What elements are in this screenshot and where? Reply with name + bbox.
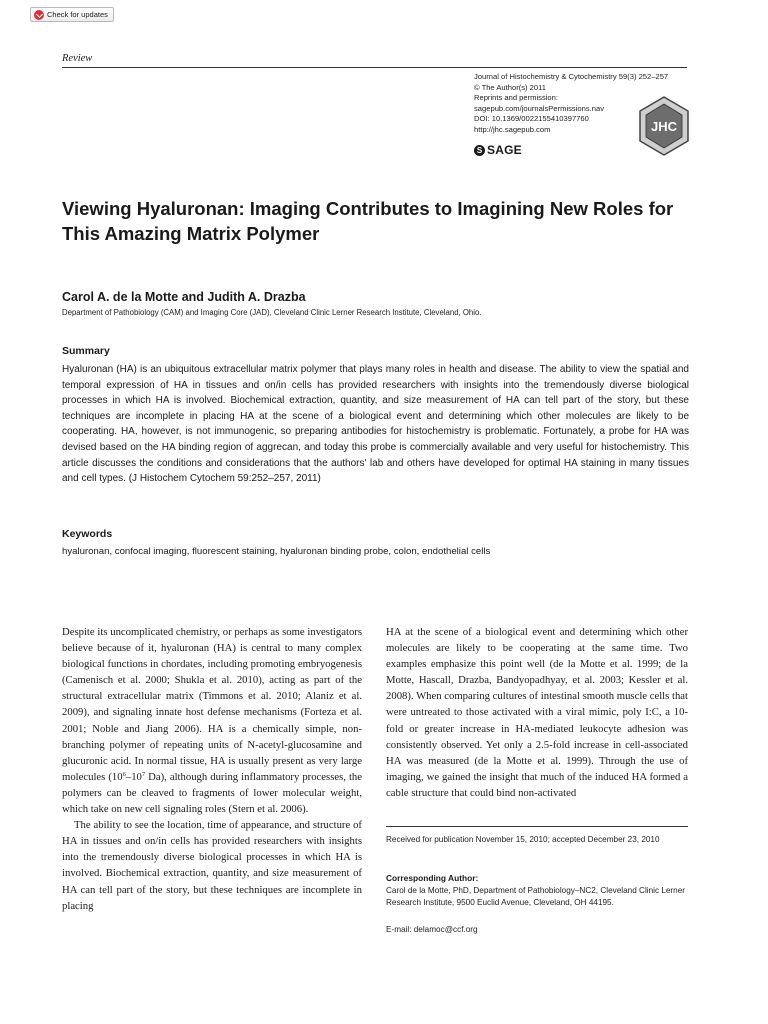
permissions-link[interactable]: sagepub.com/journalsPermissions.nav bbox=[474, 103, 605, 113]
doi-line[interactable]: DOI: 10.1369/0022155410397760 bbox=[474, 114, 589, 124]
body-paragraph: The ability to see the location, time of appearance, and structure of HA in tissues and on/in cells has provided researchers with insights into the tremendously diverse biological processes in which HA is involved. Biochemical extraction, quantity, and size measurement of HA can tell part of the story, but these techniques are incomplete in placing bbox=[62, 819, 362, 912]
footnote-rule bbox=[386, 826, 688, 827]
keywords-text: hyaluronan, confocal imaging, fluorescent staining, hyaluronan binding probe, colon, endothelial cells bbox=[62, 546, 491, 557]
header-rule bbox=[62, 67, 687, 68]
article-title: Viewing Hyaluronan: Imaging Contributes to Imagining New Roles for This Amazing Matrix Polymer bbox=[62, 198, 674, 244]
body-column-right bbox=[386, 624, 688, 801]
journal-url-link[interactable]: http://jhc.sagepub.com bbox=[474, 124, 551, 134]
publisher-name: SAGE bbox=[487, 143, 522, 157]
publisher-logo bbox=[474, 143, 522, 157]
body-paragraph bbox=[62, 624, 362, 817]
jhc-logo-icon bbox=[638, 96, 690, 156]
check-for-updates-button[interactable] bbox=[30, 7, 114, 22]
keywords-heading: Keywords bbox=[62, 528, 113, 540]
journal-citation: Journal of Histochemistry & Cytochemistry 59(3) 252–257 bbox=[474, 72, 669, 81]
section-label: Review bbox=[62, 53, 93, 64]
received-date: Received for publication November 15, 2010; accepted December 23, 2010 bbox=[386, 835, 660, 844]
reprints-line: Reprints and permission: bbox=[474, 93, 558, 103]
superscript: 7 bbox=[141, 770, 146, 778]
corresponding-author-email[interactable]: E-mail: delamoc@ccf.org bbox=[386, 925, 478, 934]
check-for-updates-label: Check for updates bbox=[47, 10, 108, 19]
superscript: 6 bbox=[122, 770, 126, 778]
summary-text: Hyaluronan (HA) is an ubiquitous extracellular matrix polymer that plays many roles in health and disease. The ability to view the spatial and temporal expression of HA in tissues and on/in cells has provided researchers with insights into the tremendously diverse biological processes in which HA is involved. Biochemical extraction, quantity, and size measurement of HA can tell part of the story, but these techniques are incomplete in placing HA at the scene of a biological event and determining which other molecules are likely to be cooperating. HA, however, is not immunogenic, so preparing antibodies for histochemistry is problematic. Fortunately, a probe for HA was devised based on the HA binding region of aggrecan, and today this probe is commercially available and very useful for histochemistry. This article discusses the conditions and considerations that the authors' lab and others have developed for optimal HA staining in many tissues and cell types. (J Histochem Cytochem 59:252–257, 2011) bbox=[62, 364, 689, 485]
author-affiliation: Department of Pathobiology (CAM) and Imaging Core (JAD), Cleveland Clinic Lerner Research Institute, Cleveland, Ohio. bbox=[62, 308, 482, 317]
journal-logo-text: JHC bbox=[650, 119, 678, 134]
body-paragraph: HA at the scene of a biological event and determining which other molecules are likely to be cooperating at the same time. Two examples emphasize this point well (de la Motte et al. 1999; de la Motte, Hascall, Drazba, Bandyopadhyay, et al. 2003; Kessler et al. 2008). When comparing cultures of intestinal smooth muscle cells that were untreated to those activated with a viral mimic, poly I:C, a 10-fold or greater increase in HA-mediated leukocyte adhesion was consistently observed. Yet only a 2.5-fold increase in cell-associated HA was measured (de la Motte et al. 1999). Through the use of imaging, we gained the insight that much of the induced HA formed a cable structure that could bind non-activated bbox=[386, 626, 688, 799]
corresponding-author-heading: Corresponding Author: bbox=[386, 873, 479, 883]
body-text: Despite its uncomplicated chemistry, or perhaps as some investigators believe because of it, hyaluronan (HA) is central to many complex biological functions in chordates, including promoting embryogenesis (Camenisch et al. 2000; Shukla et al. 2010), acting as part of the structural extracellular matrix (Timmons et al. 2010; Alaniz et al. 2009), and signaling innate host defense mechanisms (Forteza et al. 2001; Noble and Jiang 2006). HA is a chemically simple, non-branching polymer of repeating units of N-acetyl-glucosamine and glucuronic acid. In normal tissue, HA is usually present as very large molecules (10 bbox=[62, 626, 362, 783]
copyright-line: © The Author(s) 2011 bbox=[474, 82, 547, 92]
body-column-left bbox=[62, 624, 362, 914]
update-check-icon bbox=[34, 10, 44, 20]
body-text: –10 bbox=[125, 770, 142, 783]
article-authors: Carol A. de la Motte and Judith A. Drazba bbox=[62, 290, 306, 304]
sage-mark-icon: S bbox=[474, 145, 485, 156]
corresponding-author-address: Carol de la Motte, PhD, Department of Pathobiology–NC2, Cleveland Clinic Lerner Research Institute, 9500 Euclid Avenue, Cleveland, OH 44195. bbox=[386, 886, 685, 908]
body-text: Da), although during inflammatory processes, the polymers can be cleaved to fragments of lower molecular weight, which take on new cell signaling roles (Stern et al. 2006). bbox=[62, 770, 363, 816]
summary-heading: Summary bbox=[62, 345, 110, 357]
